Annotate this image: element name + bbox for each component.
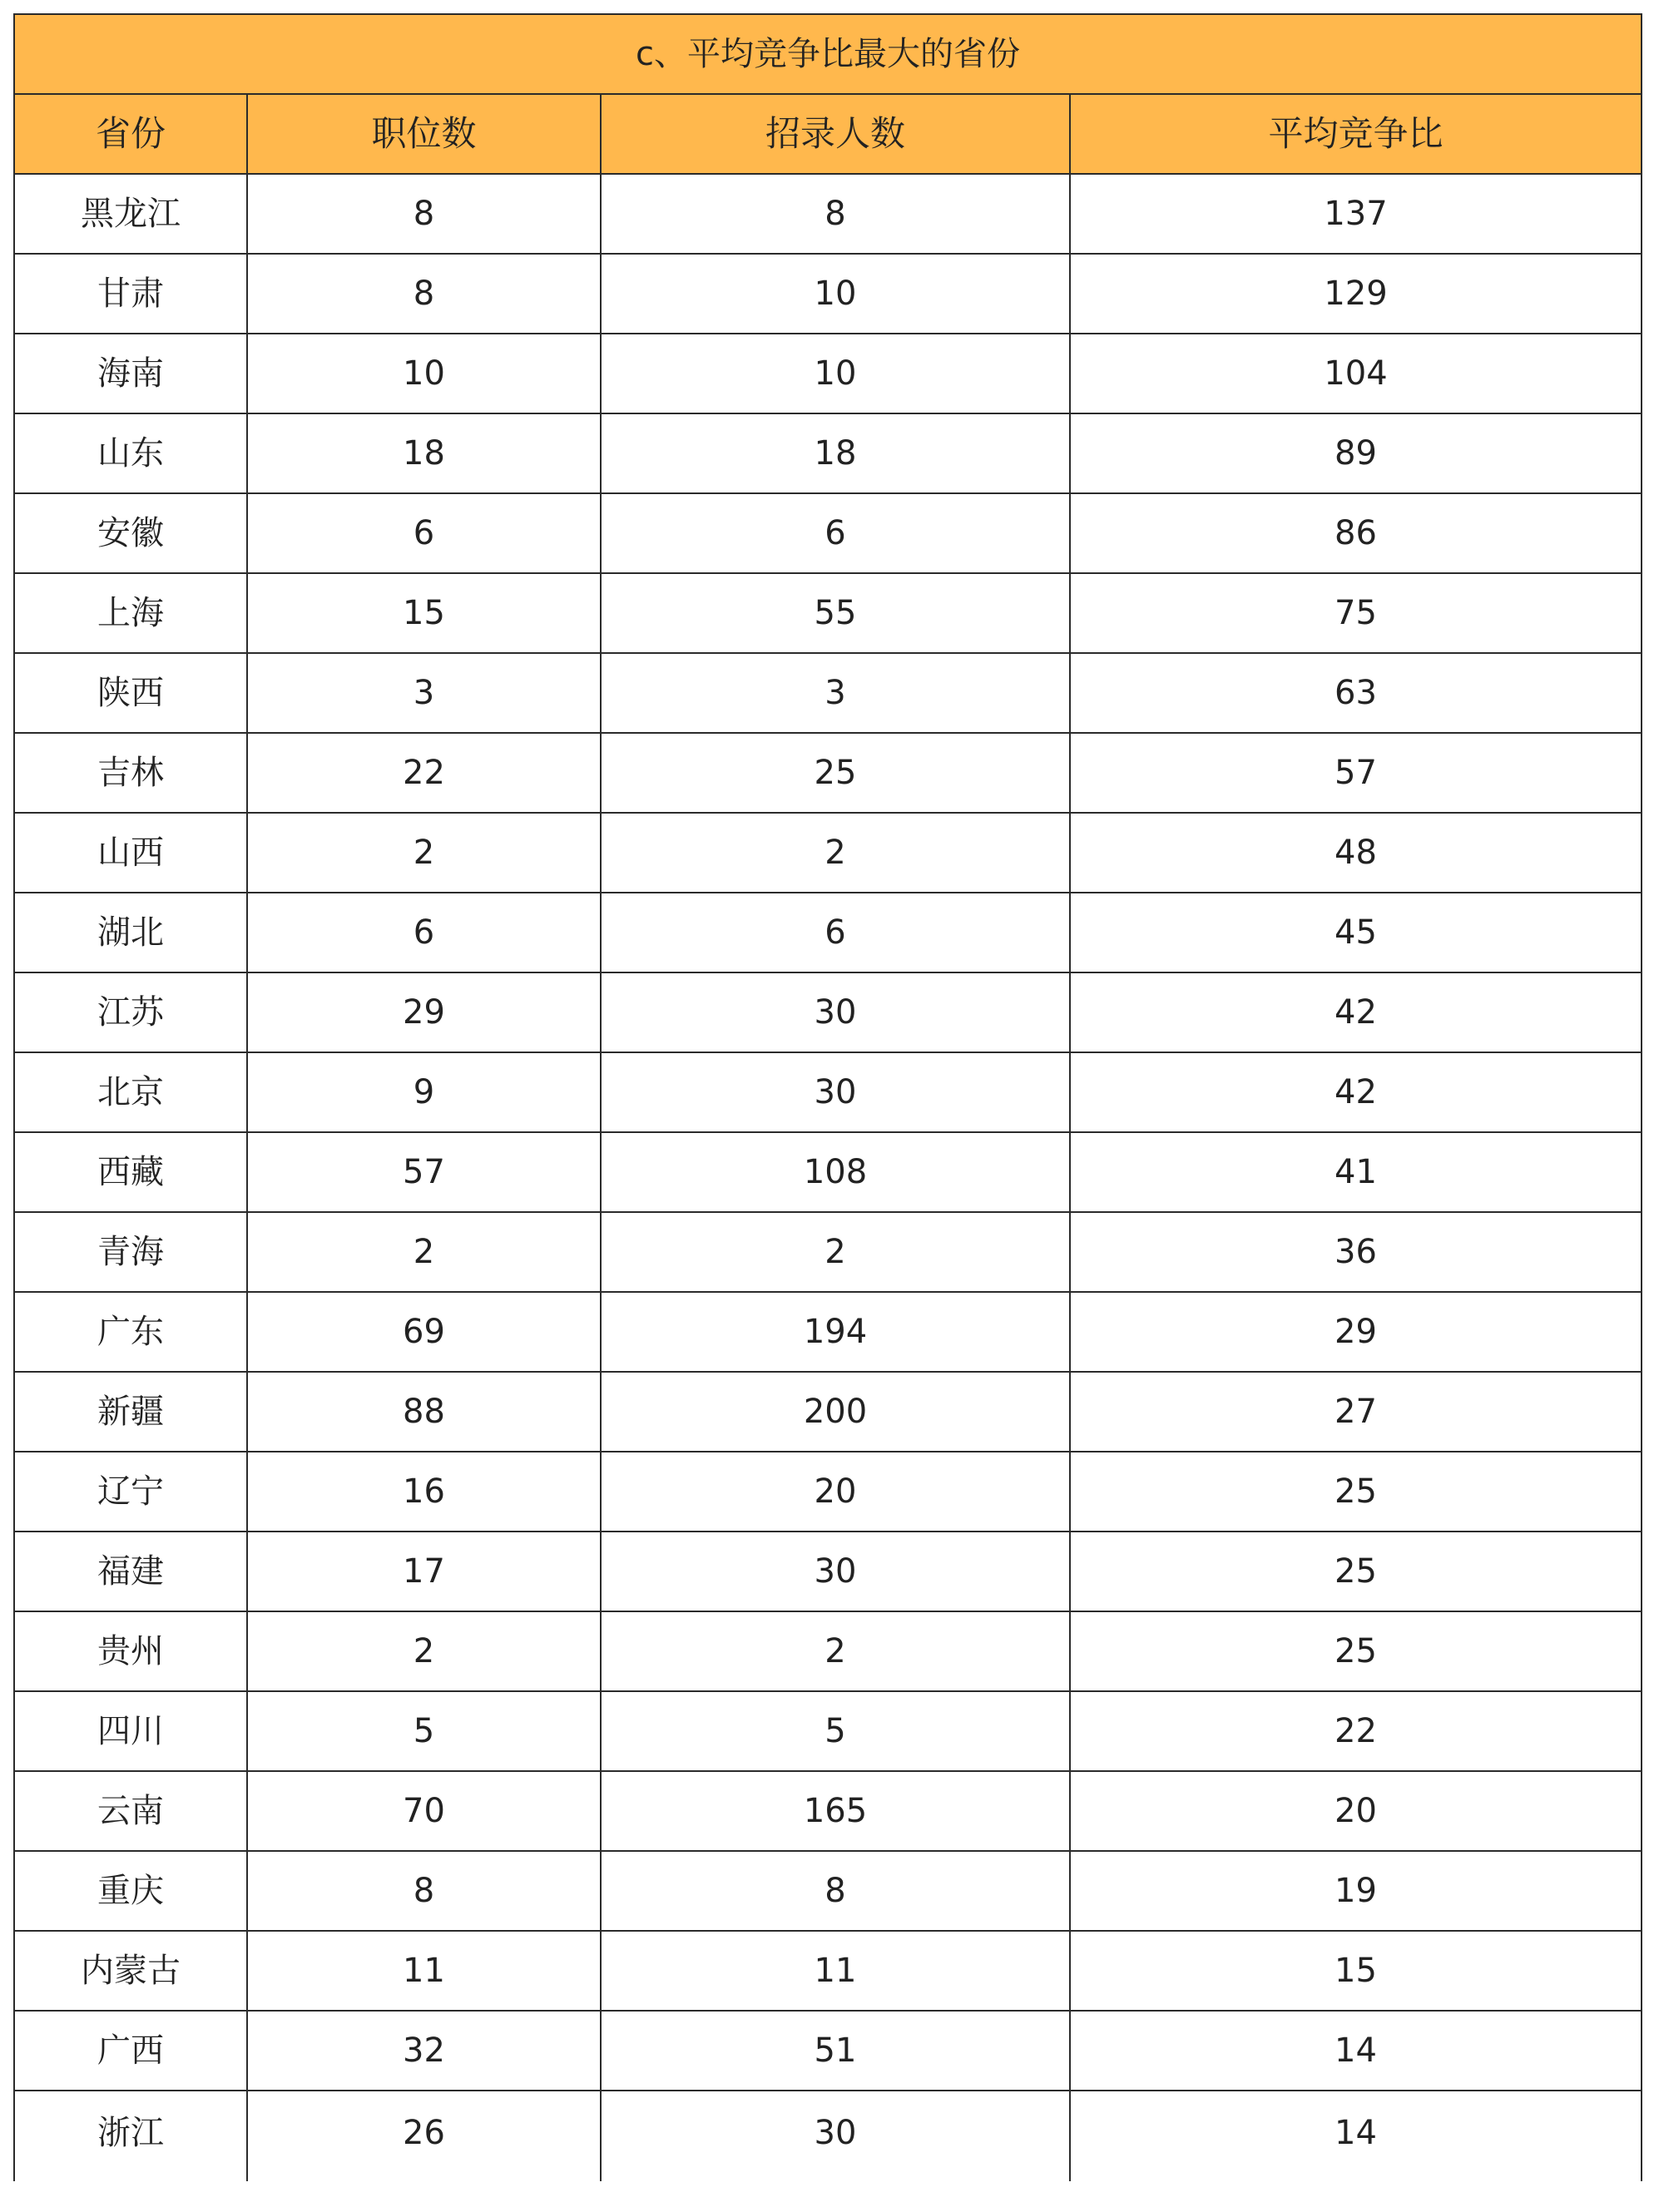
cell-ratio: 104 xyxy=(1070,334,1642,413)
cell-positions: 22 xyxy=(247,733,601,813)
table-row xyxy=(14,1691,1642,1771)
table-body xyxy=(14,174,1642,2181)
table-row xyxy=(14,174,1642,254)
cell-ratio: 29 xyxy=(1070,1292,1642,1372)
cell-recruits: 6 xyxy=(601,893,1070,972)
table-row xyxy=(14,1212,1642,1292)
cell-ratio: 25 xyxy=(1070,1532,1642,1611)
column-header-province: 省份 xyxy=(14,94,247,174)
cell-positions: 5 xyxy=(247,1691,601,1771)
cell-ratio: 36 xyxy=(1070,1212,1642,1292)
table-row xyxy=(14,1851,1642,1931)
table-row xyxy=(14,2091,1642,2181)
cell-ratio: 48 xyxy=(1070,813,1642,893)
table-row xyxy=(14,1771,1642,1851)
table-title: c、平均竞争比最大的省份 xyxy=(14,14,1642,94)
cell-ratio: 75 xyxy=(1070,573,1642,653)
cell-ratio: 45 xyxy=(1070,893,1642,972)
table-row xyxy=(14,254,1642,334)
cell-province: 青海 xyxy=(14,1212,247,1292)
table-header-row xyxy=(14,94,1642,174)
cell-ratio: 86 xyxy=(1070,493,1642,573)
cell-recruits: 8 xyxy=(601,1851,1070,1931)
cell-province: 浙江 xyxy=(14,2091,247,2181)
table-row xyxy=(14,1611,1642,1691)
cell-positions: 10 xyxy=(247,334,601,413)
cell-ratio: 20 xyxy=(1070,1771,1642,1851)
cell-positions: 70 xyxy=(247,1771,601,1851)
cell-recruits: 2 xyxy=(601,1212,1070,1292)
cell-recruits: 3 xyxy=(601,653,1070,733)
cell-province: 广东 xyxy=(14,1292,247,1372)
cell-positions: 2 xyxy=(247,1212,601,1292)
cell-positions: 26 xyxy=(247,2091,601,2181)
table-row xyxy=(14,1052,1642,1132)
cell-province: 贵州 xyxy=(14,1611,247,1691)
cell-province: 四川 xyxy=(14,1691,247,1771)
spreadsheet xyxy=(13,13,1641,2181)
cell-recruits: 25 xyxy=(601,733,1070,813)
cell-province: 江苏 xyxy=(14,972,247,1052)
cell-ratio: 42 xyxy=(1070,1052,1642,1132)
cell-province: 山西 xyxy=(14,813,247,893)
cell-province: 黑龙江 xyxy=(14,174,247,254)
table-row xyxy=(14,1372,1642,1452)
cell-ratio: 63 xyxy=(1070,653,1642,733)
cell-recruits: 194 xyxy=(601,1292,1070,1372)
table-row xyxy=(14,1132,1642,1212)
competition-ratio-table xyxy=(13,13,1642,2181)
cell-province: 上海 xyxy=(14,573,247,653)
cell-recruits: 5 xyxy=(601,1691,1070,1771)
cell-ratio: 89 xyxy=(1070,413,1642,493)
column-header-ratio: 平均竞争比 xyxy=(1070,94,1642,174)
cell-province: 北京 xyxy=(14,1052,247,1132)
cell-recruits: 30 xyxy=(601,972,1070,1052)
cell-positions: 8 xyxy=(247,174,601,254)
cell-ratio: 14 xyxy=(1070,2011,1642,2091)
cell-recruits: 165 xyxy=(601,1771,1070,1851)
cell-positions: 69 xyxy=(247,1292,601,1372)
cell-province: 安徽 xyxy=(14,493,247,573)
cell-positions: 32 xyxy=(247,2011,601,2091)
cell-ratio: 41 xyxy=(1070,1132,1642,1212)
column-header-positions: 职位数 xyxy=(247,94,601,174)
cell-province: 西藏 xyxy=(14,1132,247,1212)
cell-positions: 11 xyxy=(247,1931,601,2011)
cell-positions: 18 xyxy=(247,413,601,493)
cell-positions: 16 xyxy=(247,1452,601,1532)
table-row xyxy=(14,1532,1642,1611)
cell-recruits: 8 xyxy=(601,174,1070,254)
cell-ratio: 137 xyxy=(1070,174,1642,254)
table-row xyxy=(14,813,1642,893)
table-row xyxy=(14,972,1642,1052)
cell-recruits: 20 xyxy=(601,1452,1070,1532)
cell-recruits: 6 xyxy=(601,493,1070,573)
table-row xyxy=(14,334,1642,413)
cell-province: 新疆 xyxy=(14,1372,247,1452)
cell-ratio: 22 xyxy=(1070,1691,1642,1771)
table-row xyxy=(14,1931,1642,2011)
cell-recruits: 108 xyxy=(601,1132,1070,1212)
cell-province: 福建 xyxy=(14,1532,247,1611)
cell-positions: 9 xyxy=(247,1052,601,1132)
cell-positions: 15 xyxy=(247,573,601,653)
cell-positions: 29 xyxy=(247,972,601,1052)
cell-province: 海南 xyxy=(14,334,247,413)
cell-recruits: 2 xyxy=(601,813,1070,893)
cell-ratio: 57 xyxy=(1070,733,1642,813)
cell-province: 陕西 xyxy=(14,653,247,733)
cell-province: 辽宁 xyxy=(14,1452,247,1532)
table-row xyxy=(14,2011,1642,2091)
cell-positions: 57 xyxy=(247,1132,601,1212)
cell-recruits: 18 xyxy=(601,413,1070,493)
cell-recruits: 30 xyxy=(601,2091,1070,2181)
cell-province: 内蒙古 xyxy=(14,1931,247,2011)
cell-province: 湖北 xyxy=(14,893,247,972)
cell-province: 广西 xyxy=(14,2011,247,2091)
cell-ratio: 25 xyxy=(1070,1611,1642,1691)
cell-positions: 2 xyxy=(247,813,601,893)
table-row xyxy=(14,893,1642,972)
cell-positions: 6 xyxy=(247,893,601,972)
cell-positions: 88 xyxy=(247,1372,601,1452)
table-row xyxy=(14,413,1642,493)
table-title-row xyxy=(14,14,1642,94)
column-header-recruits: 招录人数 xyxy=(601,94,1070,174)
cell-positions: 8 xyxy=(247,1851,601,1931)
cell-recruits: 10 xyxy=(601,334,1070,413)
cell-province: 云南 xyxy=(14,1771,247,1851)
cell-ratio: 14 xyxy=(1070,2091,1642,2181)
cell-recruits: 30 xyxy=(601,1052,1070,1132)
table-row xyxy=(14,1452,1642,1532)
cell-positions: 3 xyxy=(247,653,601,733)
cell-ratio: 27 xyxy=(1070,1372,1642,1452)
table-row xyxy=(14,493,1642,573)
cell-province: 吉林 xyxy=(14,733,247,813)
table-row xyxy=(14,653,1642,733)
cell-positions: 2 xyxy=(247,1611,601,1691)
cell-ratio: 19 xyxy=(1070,1851,1642,1931)
cell-province: 甘肃 xyxy=(14,254,247,334)
cell-recruits: 30 xyxy=(601,1532,1070,1611)
cell-province: 重庆 xyxy=(14,1851,247,1931)
cell-ratio: 129 xyxy=(1070,254,1642,334)
cell-ratio: 15 xyxy=(1070,1931,1642,2011)
cell-recruits: 55 xyxy=(601,573,1070,653)
table-row xyxy=(14,573,1642,653)
table-row xyxy=(14,733,1642,813)
cell-ratio: 25 xyxy=(1070,1452,1642,1532)
cell-recruits: 51 xyxy=(601,2011,1070,2091)
cell-positions: 6 xyxy=(247,493,601,573)
cell-positions: 8 xyxy=(247,254,601,334)
cell-recruits: 10 xyxy=(601,254,1070,334)
cell-recruits: 2 xyxy=(601,1611,1070,1691)
cell-ratio: 42 xyxy=(1070,972,1642,1052)
cell-province: 山东 xyxy=(14,413,247,493)
cell-positions: 17 xyxy=(247,1532,601,1611)
cell-recruits: 11 xyxy=(601,1931,1070,2011)
cell-recruits: 200 xyxy=(601,1372,1070,1452)
table-row xyxy=(14,1292,1642,1372)
